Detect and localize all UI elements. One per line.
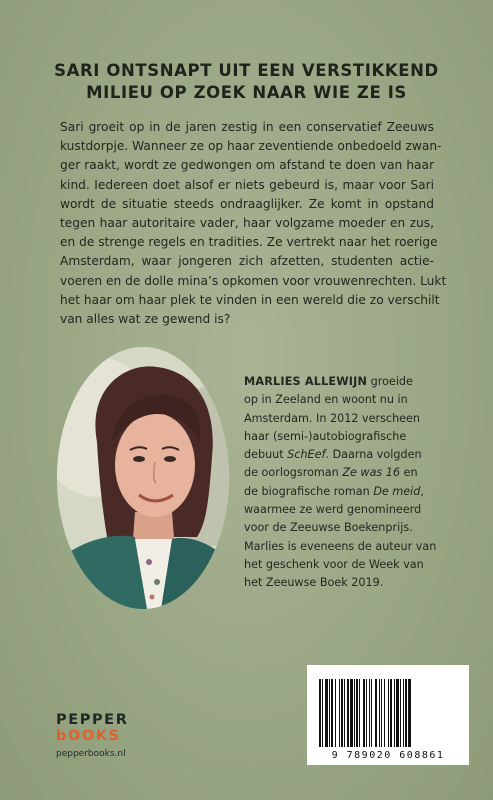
bio-line: de oorlogsroman Ze was 16 en [244,466,418,480]
synopsis-line: tegen haar autoritaire vader, haar volgzame moeder en zus, [60,216,434,231]
publisher-url: pepperbooks.nl [56,749,126,759]
isbn-barcode [307,665,469,765]
synopsis [60,118,447,329]
synopsis-line: kind. Iedereen doet alsof er niets gebeurd is, maar voor Sari [60,177,434,192]
bio-line: Marlies is eveneens de auteur van [244,539,437,553]
book-title: Ze was 16 [342,466,401,480]
synopsis-line: ger raakt, wordt ze gedwongen om afstand te doen van haar [60,158,434,173]
synopsis-line: het haar om haar plek te vinden in een wereld die zo verschilt [60,292,440,307]
barcode-bars [307,665,469,751]
bio-line: op in Zeeland en woont nu in [244,393,408,407]
synopsis-line: van alles wat ze gewend is? [60,312,231,327]
synopsis-line: voeren en de dolle mina’s opkomen voor vrouwenrechten. Lukt [60,273,447,288]
isbn-number: 9 789020 608861 [331,750,445,761]
publisher-name-line-2: bOOKS [56,728,121,744]
bio-line: het geschenk voor de Week van [244,557,424,571]
author-name: MARLIES ALLEWIJN [244,375,368,388]
back-cover-headline [20,60,473,104]
author-portrait [57,347,229,609]
bio-line: haar (semi-)autobiografische [244,429,407,443]
bio-line: de biografische roman De meid, [244,484,424,498]
headline-line-1: SARI ONTSNAPT UIT EEN VERSTIKKEND [54,61,439,80]
synopsis-line: Sari groeit op in de jaren zestig in een conservatief Zeeuws [60,120,434,134]
book-title: De meid [373,484,421,498]
book-title: SchEef [287,448,326,462]
synopsis-line: wordt de situatie steeds ondraaglijker. Ze komt in opstand [60,196,434,211]
bio-line: het Zeeuwse Boek 2019. [244,576,384,590]
publisher-logo [56,712,128,759]
synopsis-line: kustdorpje. Wanneer ze op haar zeventiende onbedoeld zwan- [60,139,442,154]
bio-line: MARLIES ALLEWIJN groeide [244,375,413,388]
synopsis-line: Amsterdam, waar jongeren zich afzetten, studenten actie- [60,254,434,269]
synopsis-line: en de strenge regels en tradities. Ze vertrekt naar het roerige [60,235,438,250]
author-bio [244,373,444,593]
bio-line: waarmee ze werd genomineerd [244,503,422,517]
headline-line-2: MILIEU OP ZOEK NAAR WIE ZE IS [86,83,407,102]
publisher-name-line-1: PEPPER [56,712,129,728]
bio-line: voor de Zeeuwse Boekenprijs. [244,521,413,535]
bio-line: Amsterdam. In 2012 verscheen [244,411,421,425]
bio-line: debuut SchEef. Daarna volgden [244,448,422,462]
